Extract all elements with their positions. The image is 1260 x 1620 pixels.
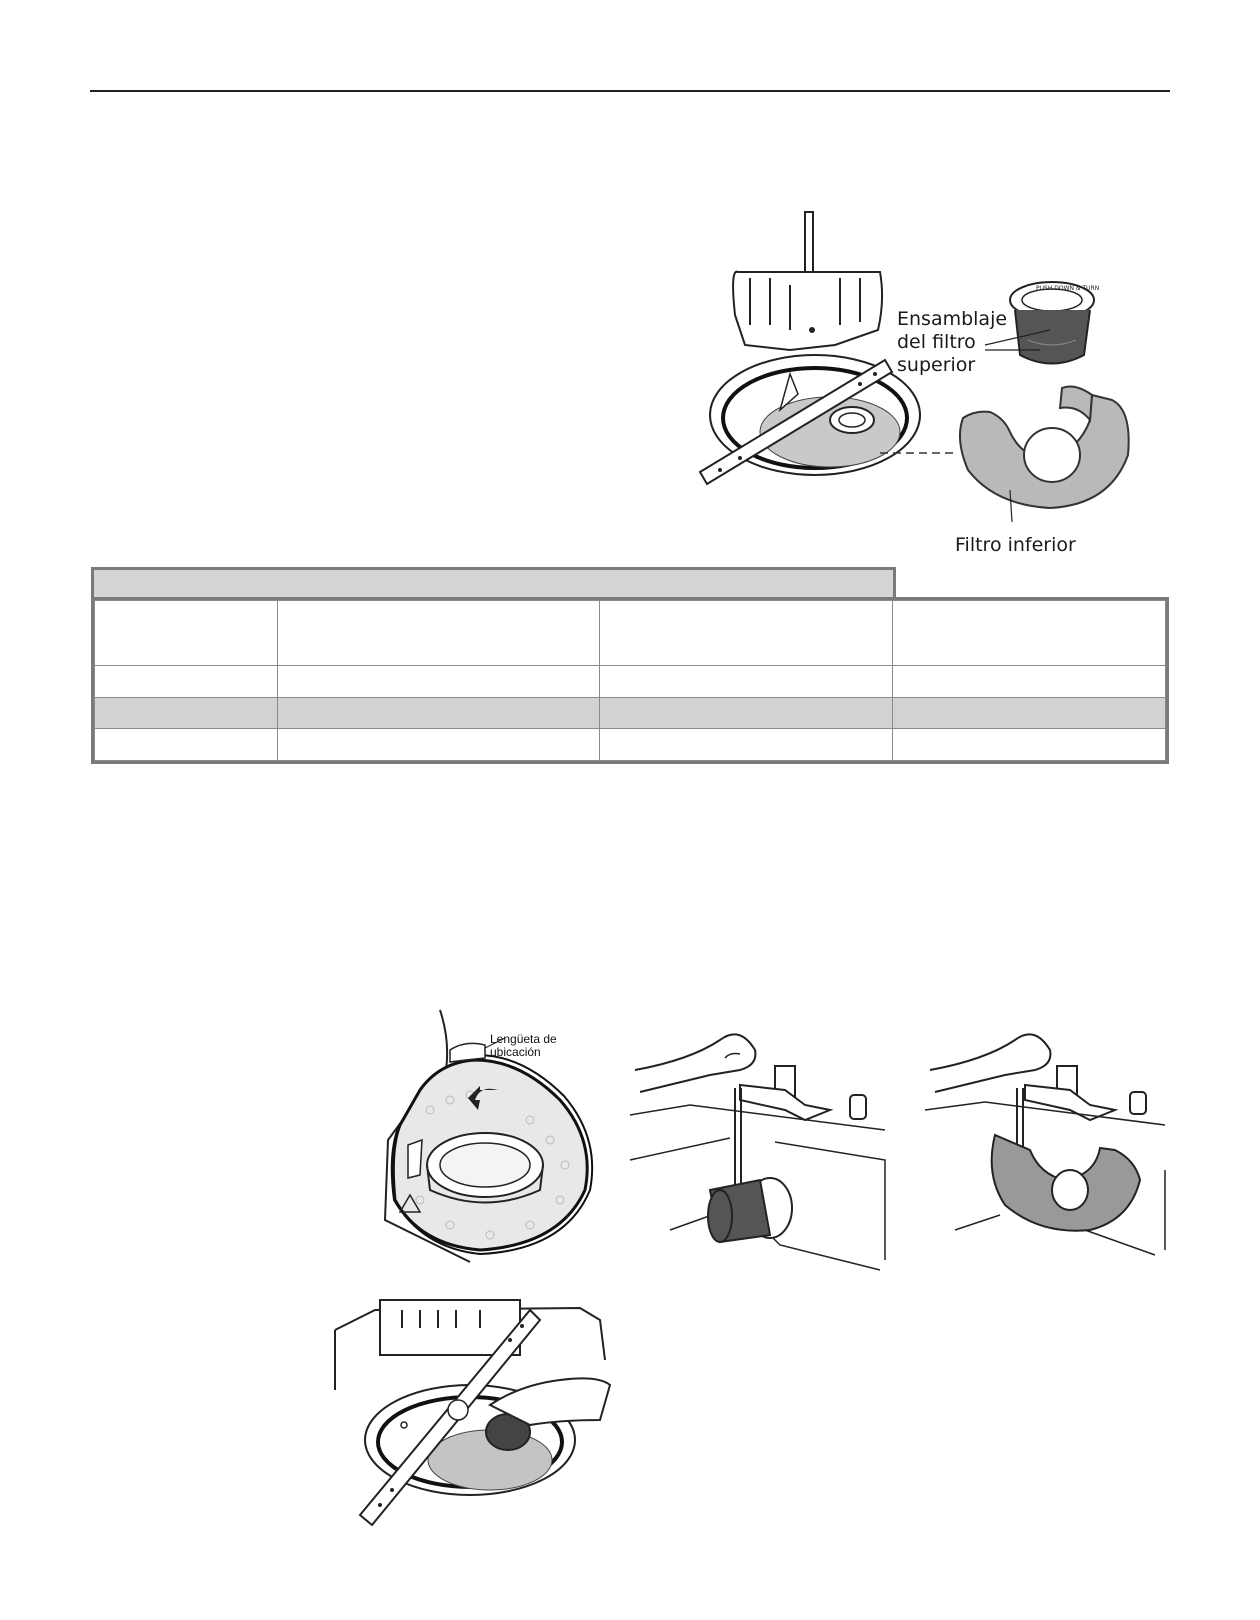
rinse-upper-filter-figure [630, 1030, 900, 1270]
table-cell [893, 697, 1166, 729]
table-cell [600, 729, 893, 761]
table-header-bar [91, 567, 896, 597]
table-cell [95, 601, 278, 666]
upper-filter-label: Ensamblaje del filtro superior [897, 308, 1008, 376]
table-row [95, 666, 1166, 698]
table-cell [278, 601, 600, 666]
table-cell [600, 697, 893, 729]
table-row [95, 601, 1166, 666]
filter-assembly-figure [0, 0, 1260, 560]
table-cell [893, 666, 1166, 698]
table-cell [95, 697, 278, 729]
reinstall-filter-figure [330, 1300, 620, 1525]
table-cell [278, 729, 600, 761]
table-cell [278, 666, 600, 698]
table-row [95, 729, 1166, 761]
table-cell [600, 601, 893, 666]
pushdown-text: PUSH DOWN & TURN [1036, 285, 1100, 292]
locating-tab-label: Lengüeta de ubicación [490, 1032, 557, 1059]
lower-filter-label: Filtro inferior [955, 534, 1076, 556]
table-cell [95, 666, 278, 698]
table-row [95, 697, 1166, 729]
table-cell [893, 729, 1166, 761]
rinse-lower-filter-figure [925, 1030, 1175, 1260]
table-cell [600, 666, 893, 698]
table-cell [278, 697, 600, 729]
table-cell [95, 729, 278, 761]
specs-table [91, 597, 1169, 764]
table-cell [893, 601, 1166, 666]
